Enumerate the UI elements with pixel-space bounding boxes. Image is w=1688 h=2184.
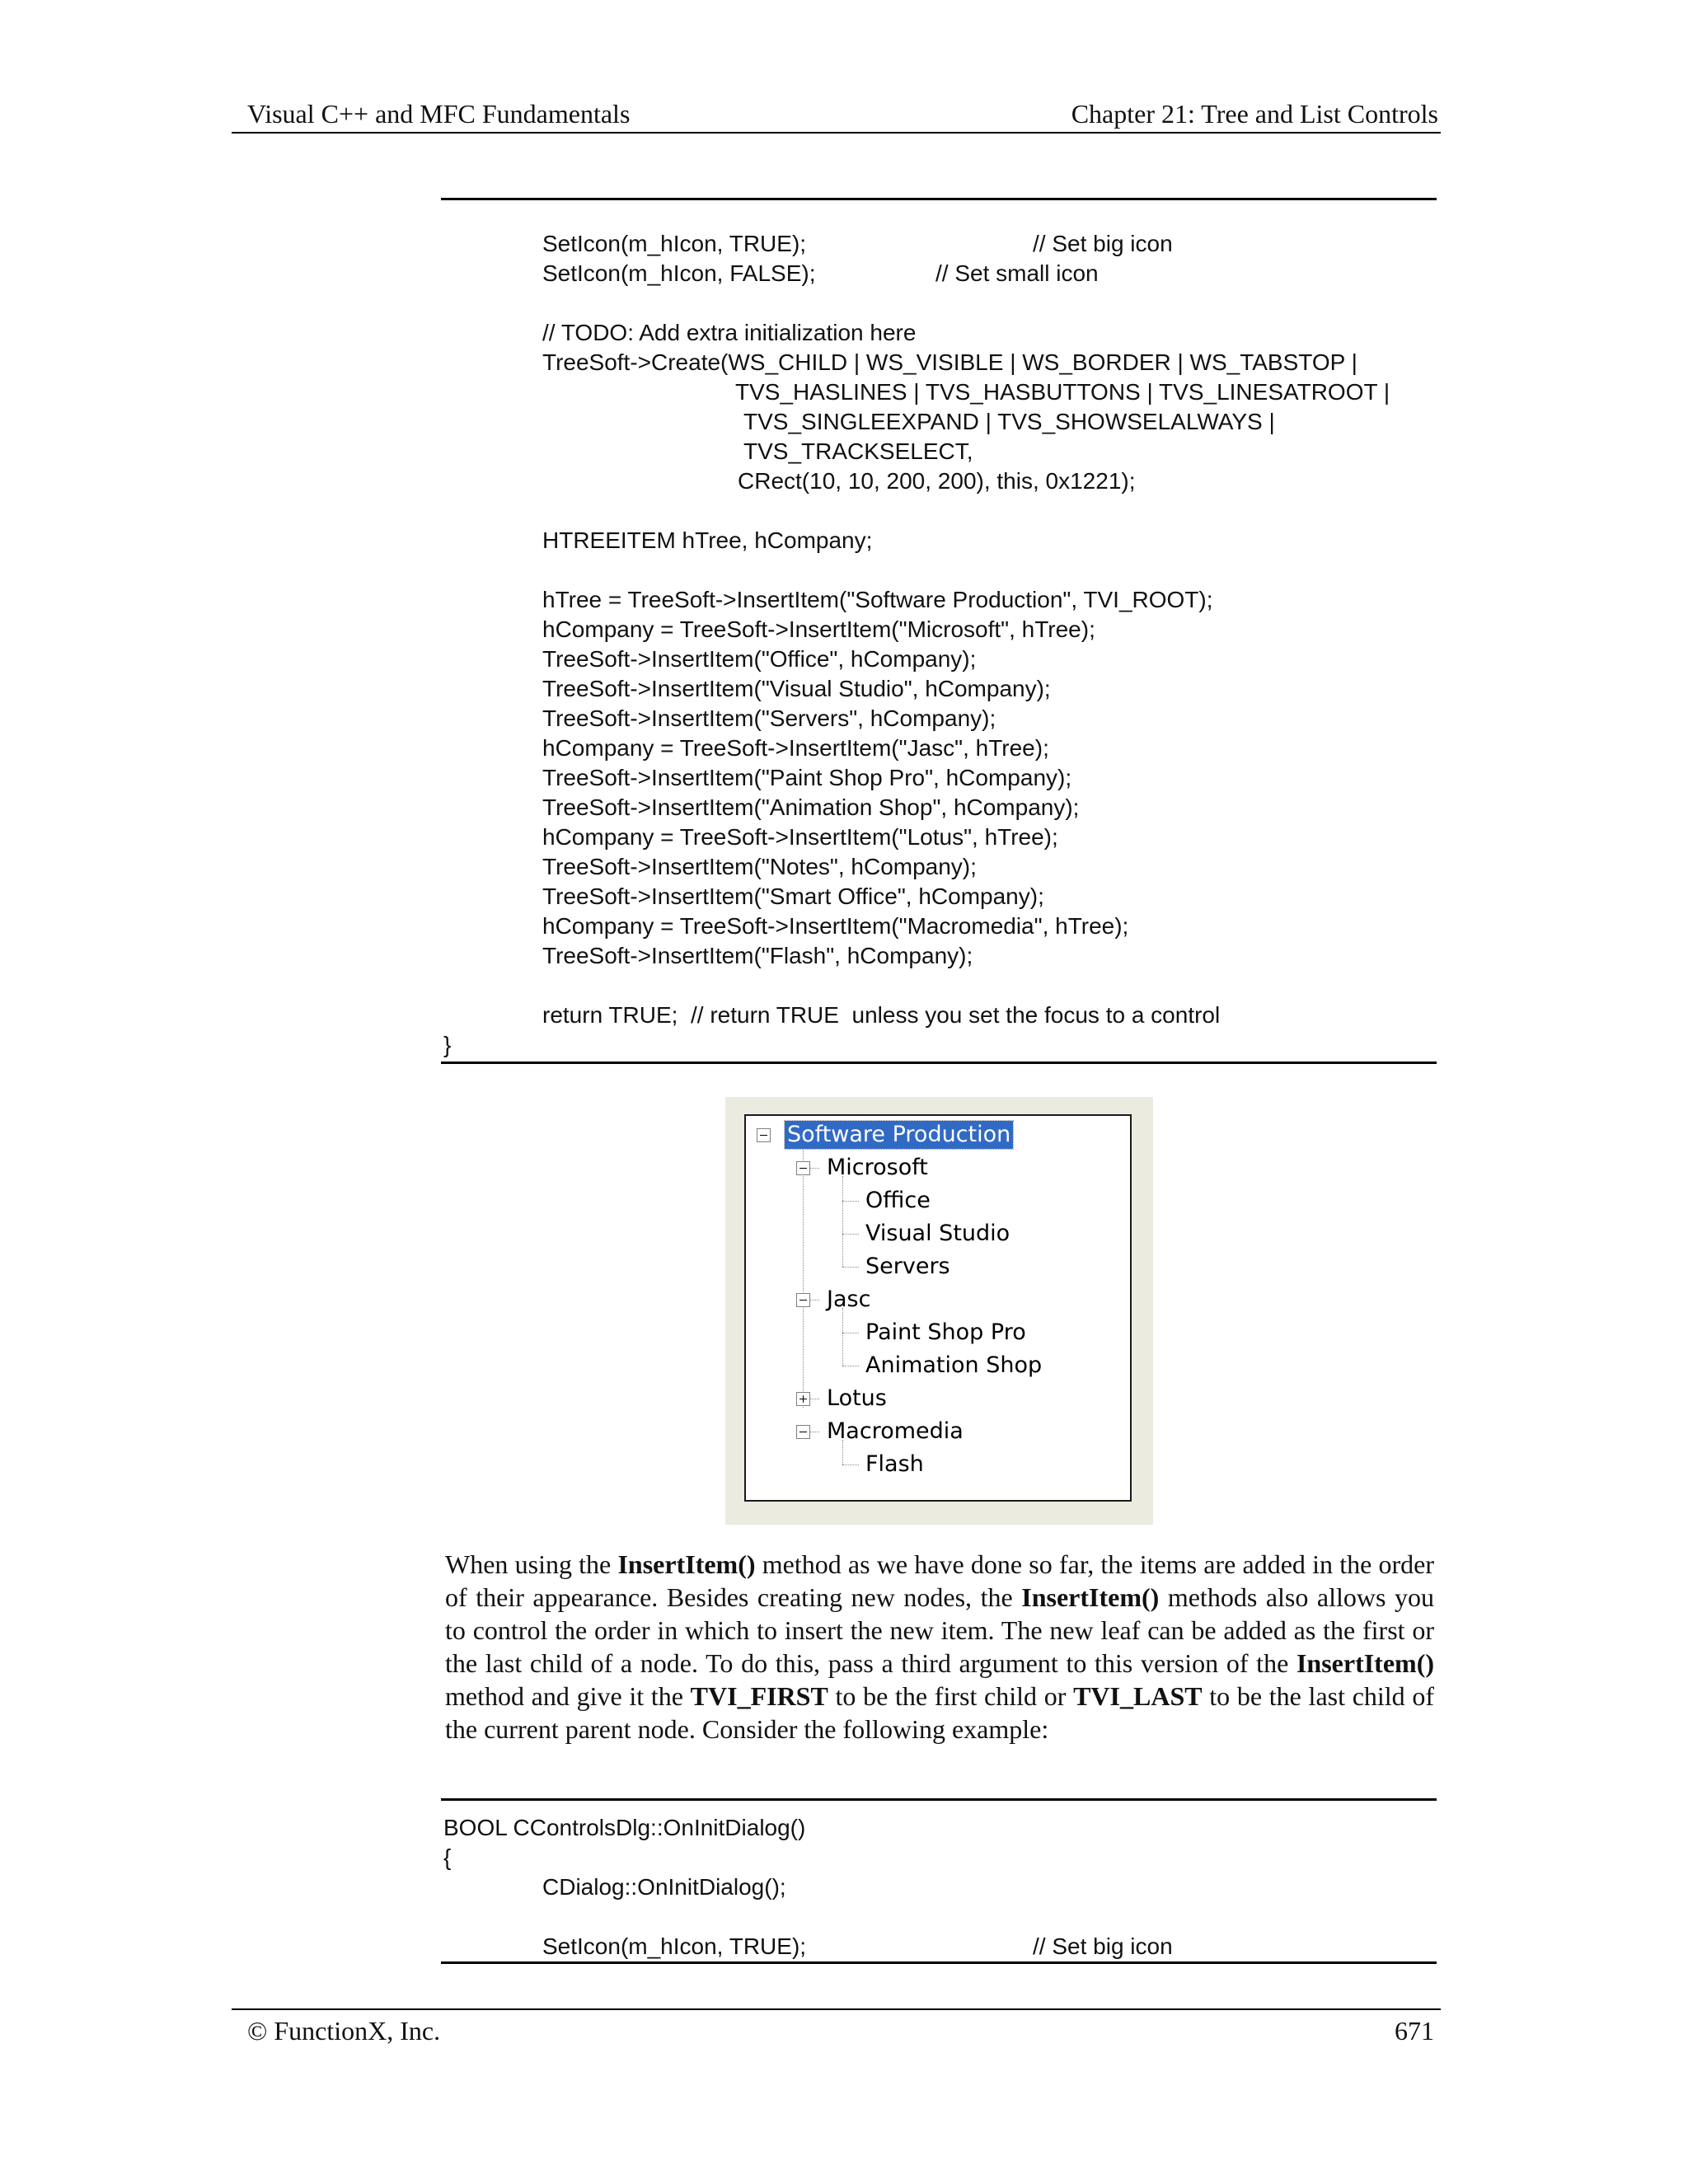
code-line: SetIcon(m_hIcon, TRUE); bbox=[542, 231, 807, 256]
tree-item-servers[interactable]: Servers bbox=[865, 1254, 950, 1279]
code-line: CDialog::OnInitDialog(); bbox=[542, 1874, 786, 1900]
code-line: TVS_HASLINES | TVS_HASBUTTONS | TVS_LINESATROOT | bbox=[735, 379, 1390, 405]
code-line: TreeSoft->InsertItem("Servers", hCompany); bbox=[542, 705, 996, 731]
tree-item-animation-shop[interactable]: Animation Shop bbox=[865, 1352, 1043, 1378]
tree-item-office[interactable]: Office bbox=[865, 1188, 931, 1213]
text-run: method and give it the bbox=[445, 1681, 691, 1711]
tree-item-lotus[interactable]: Lotus bbox=[827, 1385, 887, 1411]
code-comment: // Set big icon bbox=[1033, 231, 1173, 256]
code-line: TreeSoft->InsertItem("Flash", hCompany); bbox=[542, 943, 973, 968]
code-block-1-top-rule bbox=[441, 198, 1437, 200]
code-comment: // Set small icon bbox=[935, 260, 1099, 286]
code-block-1-bottom-rule bbox=[441, 1062, 1437, 1064]
code-line: hCompany = TreeSoft->InsertItem("Macromedia", hTree); bbox=[542, 913, 1129, 939]
code-closing-brace: } bbox=[443, 1032, 452, 1057]
tree-connector bbox=[842, 1176, 843, 1267]
code-line: TreeSoft->InsertItem("Animation Shop", hCompany); bbox=[542, 794, 1080, 820]
text-run: When using the bbox=[445, 1549, 618, 1579]
code-line: TVS_SINGLEEXPAND | TVS_SHOWSELALWAYS | bbox=[743, 409, 1275, 434]
code-block-2-top-rule bbox=[441, 1798, 1437, 1801]
text-run: to be the last child of the current parent node. Consider the following example: bbox=[445, 1681, 1435, 1744]
tree-connector bbox=[842, 1234, 859, 1235]
page-number: 671 bbox=[1395, 2016, 1434, 2046]
body-paragraph bbox=[445, 1548, 1434, 1746]
code-line: hCompany = TreeSoft->InsertItem("Microsoft", hTree); bbox=[542, 616, 1095, 642]
running-header-chapter: Chapter 21: Tree and List Controls bbox=[1071, 99, 1438, 129]
text-run: method as we have done so far, the items are added in the order of their appearance. Besides creating new nodes, the bbox=[445, 1549, 1435, 1612]
code-line: HTREEITEM hTree, hCompany; bbox=[542, 527, 873, 553]
collapse-icon[interactable] bbox=[757, 1128, 771, 1142]
tree-item-visual-studio[interactable]: Visual Studio bbox=[865, 1221, 1010, 1246]
expand-icon[interactable] bbox=[796, 1392, 810, 1406]
tree-item-microsoft[interactable]: Microsoft bbox=[827, 1155, 928, 1180]
code-line: TreeSoft->InsertItem("Notes", hCompany); bbox=[542, 854, 977, 879]
tree-connector bbox=[803, 1144, 804, 1408]
code-line: // TODO: Add extra initialization here bbox=[542, 320, 917, 345]
bold-term: InsertItem() bbox=[617, 1549, 756, 1579]
code-line: TreeSoft->InsertItem("Paint Shop Pro", hCompany); bbox=[542, 765, 1072, 790]
text-run: methods also allows you to control the order in which to insert the new item. The new leaf can be added as the first or the last child of a node. To do this, pass a third argument to this version of the bbox=[445, 1582, 1435, 1678]
code-line: return TRUE; // return TRUE unless you set the focus to a control bbox=[542, 1002, 1221, 1028]
code-line: hTree = TreeSoft->InsertItem("Software Production", TVI_ROOT); bbox=[542, 587, 1213, 612]
code-line: TreeSoft->InsertItem("Smart Office", hCompany); bbox=[542, 883, 1044, 909]
code-line: SetIcon(m_hIcon, TRUE); bbox=[542, 1933, 807, 1959]
code-line: CRect(10, 10, 200, 200), this, 0x1221); bbox=[738, 468, 1136, 494]
collapse-icon[interactable] bbox=[796, 1293, 810, 1307]
code-line: TreeSoft->InsertItem("Office", hCompany); bbox=[542, 646, 977, 672]
tree-connector bbox=[842, 1201, 859, 1202]
tree-item-macromedia[interactable]: Macromedia bbox=[827, 1418, 964, 1444]
code-line: hCompany = TreeSoft->InsertItem("Lotus", hTree); bbox=[542, 824, 1058, 850]
bold-term: InsertItem() bbox=[1021, 1582, 1160, 1612]
collapse-icon[interactable] bbox=[796, 1425, 810, 1439]
tree-item-flash[interactable]: Flash bbox=[865, 1451, 924, 1477]
code-line: hCompany = TreeSoft->InsertItem("Jasc", hTree); bbox=[542, 735, 1049, 761]
header-rule bbox=[232, 132, 1441, 134]
bold-term: TVI_FIRST bbox=[690, 1681, 828, 1711]
tree-item-jasc[interactable]: Jasc bbox=[827, 1286, 871, 1312]
code-line: TreeSoft->InsertItem("Visual Studio", hCompany); bbox=[542, 676, 1051, 701]
code-line: TVS_TRACKSELECT, bbox=[743, 438, 973, 464]
bold-term: InsertItem() bbox=[1296, 1648, 1434, 1678]
collapse-icon[interactable] bbox=[796, 1161, 810, 1175]
code-line: { bbox=[443, 1844, 452, 1870]
code-line: SetIcon(m_hIcon, FALSE); bbox=[542, 260, 816, 286]
footer-rule bbox=[232, 2008, 1441, 2010]
code-line: BOOL CControlsDlg::OnInitDialog() bbox=[443, 1815, 806, 1840]
running-header-title: Visual C++ and MFC Fundamentals bbox=[247, 99, 631, 129]
tree-item-software-production[interactable]: Software Production bbox=[785, 1121, 1013, 1149]
code-line: TreeSoft->Create(WS_CHILD | WS_VISIBLE | WS_BORDER | WS_TABSTOP | bbox=[542, 349, 1357, 375]
tree-connector bbox=[842, 1308, 843, 1366]
bold-term: TVI_LAST bbox=[1073, 1681, 1203, 1711]
tree-item-paint-shop-pro[interactable]: Paint Shop Pro bbox=[865, 1319, 1026, 1345]
code-comment: // Set big icon bbox=[1033, 1933, 1173, 1959]
code-block-2-bottom-rule bbox=[441, 1961, 1437, 1964]
footer-copyright: © FunctionX, Inc. bbox=[247, 2016, 441, 2046]
tree-connector bbox=[842, 1267, 859, 1268]
text-run: to be the first child or bbox=[828, 1681, 1074, 1711]
